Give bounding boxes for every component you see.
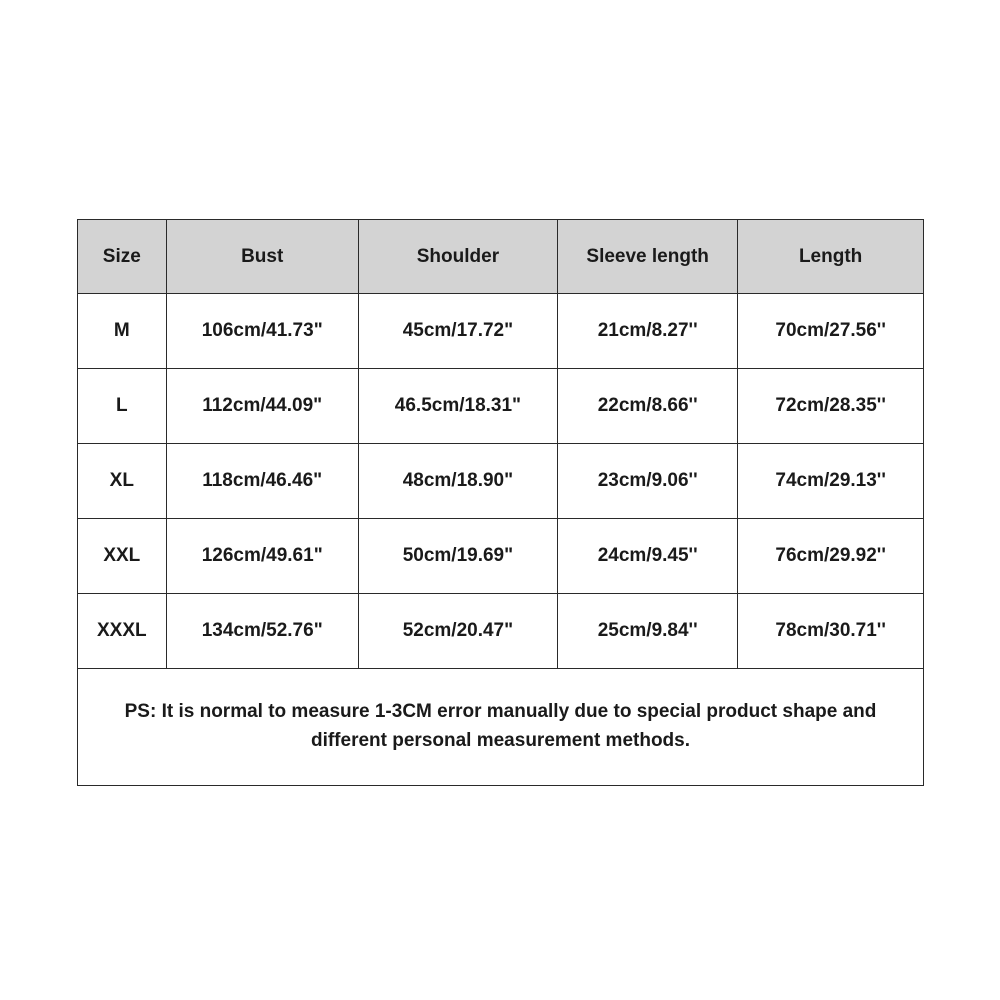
cell-length: 74cm/29.13'' [738, 444, 923, 519]
note-line-2: different personal measurement methods. [310, 730, 691, 751]
cell-bust: 134cm/52.76" [166, 594, 358, 669]
table-row [78, 444, 923, 519]
header-shoulder: Shoulder [358, 220, 557, 294]
cell-shoulder: 50cm/19.69" [358, 519, 557, 594]
cell-shoulder: 52cm/20.47" [358, 594, 557, 669]
cell-shoulder: 45cm/17.72" [358, 294, 557, 369]
size-chart [77, 219, 924, 786]
cell-bust: 106cm/41.73" [166, 294, 358, 369]
cell-length: 76cm/29.92'' [738, 519, 923, 594]
header-sleeve-length: Sleeve length [558, 220, 738, 294]
cell-sleeve-length: 22cm/8.66'' [558, 369, 738, 444]
header-row [78, 220, 923, 294]
cell-length: 78cm/30.71'' [738, 594, 923, 669]
cell-size: M [78, 294, 166, 369]
cell-size: XXXL [78, 594, 166, 669]
header-size: Size [78, 220, 166, 294]
cell-size: XXL [78, 519, 166, 594]
cell-length: 70cm/27.56'' [738, 294, 923, 369]
table-row [78, 594, 923, 669]
header-length: Length [738, 220, 923, 294]
cell-shoulder: 48cm/18.90" [358, 444, 557, 519]
cell-bust: 118cm/46.46" [166, 444, 358, 519]
cell-bust: 126cm/49.61" [166, 519, 358, 594]
header-bust: Bust [166, 220, 358, 294]
note-line-1: PS: It is normal to measure 1-3CM error manually due to special product shape and [124, 701, 877, 722]
cell-sleeve-length: 25cm/9.84'' [558, 594, 738, 669]
table-row [78, 519, 923, 594]
cell-size: XL [78, 444, 166, 519]
cell-shoulder: 46.5cm/18.31" [358, 369, 557, 444]
cell-sleeve-length: 23cm/9.06'' [558, 444, 738, 519]
measurement-note [78, 669, 923, 783]
table-row [78, 294, 923, 369]
cell-length: 72cm/28.35'' [738, 369, 923, 444]
cell-sleeve-length: 24cm/9.45'' [558, 519, 738, 594]
table-row [78, 369, 923, 444]
cell-bust: 112cm/44.09" [166, 369, 358, 444]
cell-sleeve-length: 21cm/8.27'' [558, 294, 738, 369]
cell-size: L [78, 369, 166, 444]
size-table [78, 220, 923, 669]
